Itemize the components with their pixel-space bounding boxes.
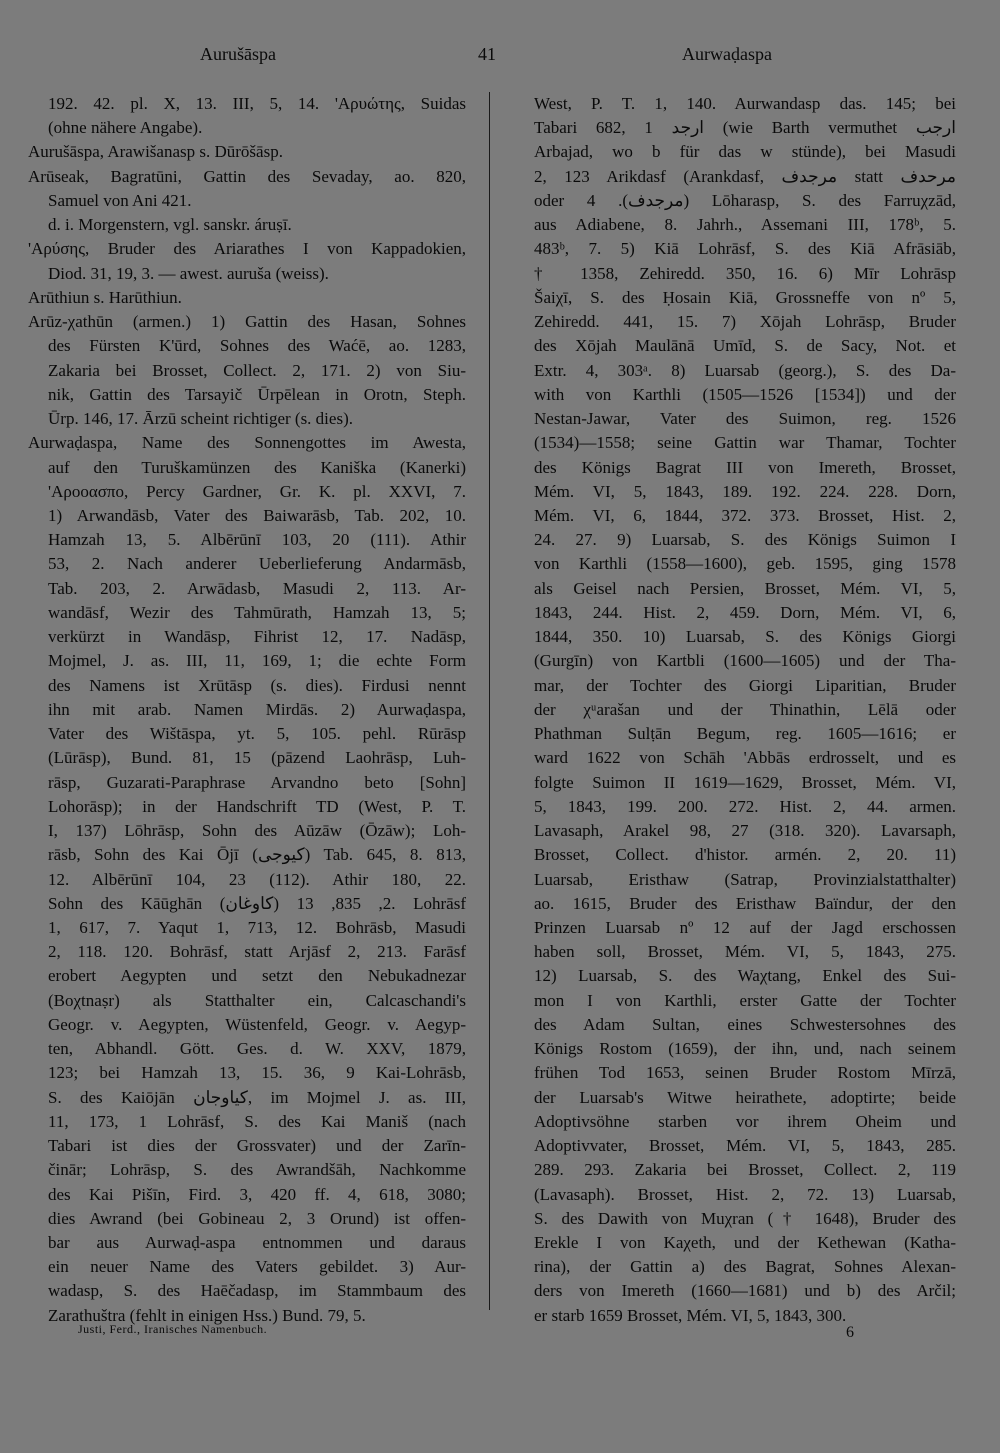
text-line: Phathman Sulṭān Begum, reg. 1605—1616; er [534, 724, 956, 744]
text-line: Prinzen Luarsab nº 12 auf der Jagd erschossen [534, 917, 956, 937]
text-line: rina), der Gattin a) des Bagrat, Sohnes Alexan- [534, 1257, 956, 1277]
text-line: der χᵘarašan und der Thinathin, Lēlā oder [534, 699, 956, 719]
text-line: Sohn des Kāūghān (کاوغان) 2, 835, 13. Lohrāsf [48, 893, 466, 913]
text-line: (Lavasaph). Brosset, Hist. 2, 72. 13) Luarsab, [534, 1184, 956, 1204]
left-column [28, 92, 466, 1328]
text-line: folgte Suimon II 1619—1629, Brosset, Mém. VI, [534, 772, 956, 792]
text-line: Arūthiun s. Harūthiun. [28, 287, 182, 307]
text-line: haben soll, Brosset, Mém. VI, 5, 1843, 275. [534, 942, 956, 962]
text-line: Zarathuštra (fehlt in einigen Hss.) Bund. 79, 5. [48, 1305, 366, 1325]
text-line: Tabari 682, 1 ارجد (wie Barth vermuthet ارجب [534, 118, 956, 138]
text-line: mon I von Karthli, erster Gatte der Tochter [534, 990, 956, 1010]
text-line: Hamzah 13, 5. Albērūnī 103, 20 (111). Athir [48, 530, 466, 550]
text-line: 2, 123 Arikdasf (Arankdasf, مرجدف statt مرحدف [534, 166, 956, 186]
text-line: Nestan-Jawar, Vater des Suimon, reg. 1526 [534, 409, 956, 429]
running-head-left: Aurušāspa [200, 44, 276, 64]
text-line: Zehiredd. 441, 15. 7) Xōjah Lohrāsp, Bruder [534, 312, 956, 332]
text-line: with von Karthli (1505—1526 [1534]) und der [534, 384, 956, 404]
text-line: Šaiχī, S. des Ḥosain Kiā, Grossneffe von nº 5, [534, 287, 956, 307]
text-line: ders von Imereth (1660—1681) und b) des Arčil; [534, 1281, 956, 1301]
text-line: I, 137) Lōhrāsp, Sohn des Aūzāw (Ōzāw); Loh- [48, 821, 466, 841]
text-line: Geogr. v. Aegypten, Wüstenfeld, Geogr. v. Aegyp- [48, 1014, 466, 1034]
text-line: † 1358, Zehiredd. 350, 16. 6) Mīr Lohrāsp [534, 263, 956, 283]
text-line: bar aus Aurwaḍ-aspa entnommen und daraus [48, 1233, 466, 1253]
text-line: wadasp, S. des Haēčadasp, im Stammbaum des [48, 1281, 466, 1301]
text-line: ward 1622 von Schāh 'Abbās erdrosselt, und es [534, 748, 956, 768]
text-line: S. des Kaiōjān کیاوجان, im Mojmel J. as. III, [48, 1087, 466, 1107]
text-line: 289. 293. Zakaria bei Brosset, Collect. 2, 119 [534, 1160, 956, 1180]
text-line: Tab. 203, 2. Arwādasb, Masudi 2, 113. Ar- [48, 578, 466, 598]
text-line: aus Adiabene, 8. Jahrh., Assemani III, 178ᵇ, 5. [534, 215, 956, 235]
text-line: (Lūrāsp), Bund. 81, 15 (pāzend Laohrāsp, Luh- [48, 748, 466, 768]
text-line: Zakaria bei Brosset, Collect. 2, 171. 2) von Siu- [48, 360, 466, 380]
text-line: 483ᵇ, 7. 5) Kiā Lohrāsf, S. des Kiā Afrāsiāb, [534, 239, 956, 259]
text-line: mar, der Tochter des Giorgi Liparitian, Bruder [534, 675, 956, 695]
text-line: Extr. 4, 303ᵃ. 8) Luarsab (georg.), S. des Da- [534, 360, 956, 380]
text-line: des Kai Pišīn, Fird. 3, 420 ff. 4, 618, 3080; [48, 1184, 466, 1204]
text-line: Aurušāspa, Arawišanasp s. Dūrōšāsp. [28, 142, 283, 162]
text-line: des Fürsten K'ūrd, Sohnes des Waćē, ao. 1283, [48, 336, 466, 356]
text-line: Samuel von Ani 421. [48, 190, 192, 210]
text-line: 'Αρύσης, Bruder des Ariarathes I von Kappadokien, [28, 239, 466, 259]
text-line: ao. 1615, Bruder des Eristhaw Baïndur, der den [534, 893, 956, 913]
text-line: von Karthli (1558—1600), geb. 1595, ging 1578 [534, 554, 956, 574]
text-line: oder مرجدف). 4) Lōharasp, S. des Farruχzād, [534, 190, 956, 210]
text-line: Erekle I von Kaχeth, und der Kethewan (Katha- [534, 1233, 956, 1253]
text-line: (Gurgīn) von Kartbli (1600—1605) und der Tha- [534, 651, 956, 671]
text-line: 12) Luarsab, S. des Waχtang, Enkel des Sui- [534, 966, 956, 986]
text-line: Diod. 31, 19, 3. — awest. auruša (weiss). [48, 263, 329, 283]
text-line: er starb 1659 Brosset, Mém. VI, 5, 1843, 300. [534, 1305, 847, 1325]
text-line: rāsb, Sohn des Kai Ōjī (کیوجی) Tab. 645, 8. 813, [48, 845, 466, 865]
text-line: Arūz-χathūn (armen.) 1) Gattin des Hasan, Sohnes [28, 312, 466, 332]
text-line: (Boχtnaṣr) als Statthalter ein, Calcaschandi's [48, 990, 466, 1010]
column-divider [489, 92, 490, 1310]
text-line: Lohorāsp); in der Handschrift TD (West, P. T. [48, 796, 466, 816]
signature-mark: 6 [846, 1324, 854, 1341]
text-line: Brosset, Collect. d'histor. armén. 2, 20. 11) [534, 845, 956, 865]
text-line: ihn mit arab. Namen Mirdās. 2) Aurwaḍaspa, [48, 699, 466, 719]
text-line: 192. 42. pl. X, 13. III, 5, 14. 'Αρυώτης, Suidas [48, 94, 466, 113]
text-line: Tabari ist dies der Grossvater) und der Zarīn- [48, 1136, 466, 1156]
text-line: des Adam Sultan, eines Schwestersohnes des [534, 1014, 956, 1034]
text-line: der Luarsab's Witwe heirathete, adoptirte; beide [534, 1087, 956, 1107]
text-line: frühen Tod 1653, seinen Bruder Rostom Mīrzā, [534, 1063, 956, 1083]
text-line: West, P. T. 1, 140. Aurwandasp das. 145; bei [534, 94, 956, 113]
text-line: (ohne nähere Angabe). [48, 118, 203, 138]
text-line: nik, Gattin des Tarsayič Ūrpēlean in Orotn, Steph. [48, 384, 466, 404]
text-line: (1534)—1558; seine Gattin war Thamar, Tochter [534, 433, 956, 453]
text-line: Mém. VI, 6, 1844, 372. 373. Brosset, Hist. 2, [534, 505, 956, 525]
text-line: Königs Rostom (1659), der ihn, und, nach seinem [534, 1039, 956, 1059]
right-column [534, 92, 956, 1328]
text-line: 123; bei Hamzah 13, 15. 36, 9 Kai-Lohrāsb, [48, 1063, 466, 1083]
text-line: Lavasaph, Arakel 98, 27 (318. 320). Lavarsaph, [534, 821, 956, 841]
text-line: Vater des Wištāspa, yt. 5, 105. pehl. Rūrāsp [48, 724, 466, 744]
text-line: 1, 617, 7. Yaqut 1, 713, 12. Bohrāsb, Masudi [48, 917, 466, 937]
text-line: 2, 118. 120. Bohrāsf, statt Arjāsf 2, 213. Farāsf [48, 942, 466, 962]
text-line: 1844, 350. 10) Luarsab, S. des Königs Giorgi [534, 627, 956, 647]
text-line: dies Awrand (bei Gobineau 2, 3 Orund) ist offen- [48, 1208, 466, 1228]
text-line: rāsp, Guzarati-Paraphrase Arvandno beto [Sohn] [48, 772, 466, 792]
text-line: des Königs Bagrat III von Imereth, Brosset, [534, 457, 956, 477]
text-line: Arūseak, Bagratūni, Gattin des Sevaday, ao. 820, [28, 166, 466, 186]
printer-imprint: Justi, Ferd., Iranisches Namenbuch. [78, 1322, 268, 1336]
text-line: Ūrp. 146, 17. Ārzū scheint richtiger (s. dies). [48, 409, 353, 429]
running-head-right: Aurwaḍaspa [682, 44, 772, 64]
text-line: ten, Abhandl. Gött. Ges. d. W. XXV, 1879, [48, 1039, 466, 1059]
text-line: Aurwaḍaspa, Name des Sonnengottes im Awesta, [28, 433, 466, 453]
text-line: 12. Albērūnī 104, 23 (112). Athir 180, 22. [48, 869, 466, 889]
text-line: d. i. Morgenstern, vgl. sanskr. áruṣī. [48, 215, 292, 235]
text-line: Mém. VI, 5, 1843, 189. 192. 224. 228. Dorn, [534, 481, 956, 501]
text-line: verkürzt in Wandāsp, Fihrist 12, 17. Nadāsp, [48, 627, 466, 647]
text-line: ein neuer Name des Vaters gebildet. 3) Aur- [48, 1257, 466, 1277]
text-line: 11, 173, 1 Lohrāsf, S. des Kai Maniš (nach [48, 1111, 466, 1131]
text-line: auf den Turuškamünzen des Kaniška (Kanerki) [48, 457, 466, 477]
text-line: des Namens ist Xrūtāsp (s. dies). Firdusi nennt [48, 675, 466, 695]
text-line: Mojmel, J. as. III, 11, 169, 1; die echte Form [48, 651, 466, 671]
text-line: des Xōjah Maulānā Umīd, S. de Sacy, Not. et [534, 336, 956, 356]
text-line: erobert Aegypten und setzt den Nebukadnezar [48, 966, 466, 986]
text-line: 5, 1843, 199. 200. 272. Hist. 2, 44. armen. [534, 796, 956, 816]
text-line: Arbajad, wo b für das w stünde), bei Masudi [534, 142, 956, 162]
text-line: 24. 27. 9) Luarsab, S. des Königs Suimon I [534, 530, 956, 550]
text-line: wandāsf, Wezir des Tahmūrath, Hamzah 13, 5; [48, 602, 466, 622]
text-line: als Geisel nach Persien, Brosset, Mém. VI, 5, [534, 578, 956, 598]
text-line: činār; Lohrāsp, S. des Awrandšāh, Nachkomme [48, 1160, 466, 1180]
text-line: S. des Dawith von Muχran († 1648), Bruder des [534, 1208, 956, 1228]
text-line: Luarsab, Eristhaw (Satrap, Provinzialstatthalter) [534, 869, 956, 889]
text-line: 1843, 244. Hist. 2, 459. Dorn, Mém. VI, 6, [534, 602, 956, 622]
text-line: Adoptivvater, Brosset, Mém. VI, 5, 1843, 285. [534, 1136, 956, 1156]
text-line: 53, 2. Nach anderer Ueberlieferung Andarmāsb, [48, 554, 466, 574]
text-line: 'Αροοασπο, Percy Gardner, Gr. K. pl. XXVI, 7. [48, 481, 466, 501]
text-line: 1) Arwandāsb, Vater des Baiwarāsb, Tab. 202, 10. [48, 505, 466, 525]
page-number: 41 [478, 44, 496, 64]
text-line: Adoptivsöhne starben vor ihrem Oheim und [534, 1111, 956, 1131]
